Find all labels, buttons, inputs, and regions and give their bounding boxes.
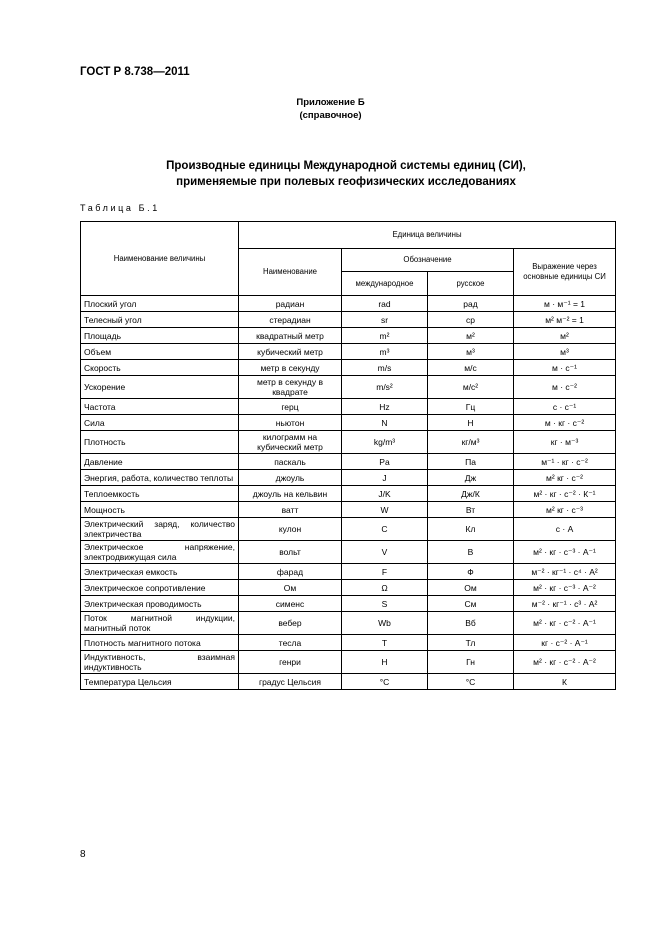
cell-russian: м/с² [428,376,514,399]
cell-unit-name: вебер [239,612,342,635]
header-international: международное [342,272,428,296]
cell-russian: ср [428,312,514,328]
cell-base-expression: м² · кг · с⁻² · К⁻¹ [514,486,616,502]
cell-international: J [342,470,428,486]
standard-code: ГОСТ Р 8.738—2011 [80,66,190,78]
header-unit-group: Единица величины [239,222,616,249]
table-row [81,431,616,454]
table-row [81,502,616,518]
cell-unit-name: килограмм на кубический метр [239,431,342,454]
cell-quantity: Теплоемкость [81,486,239,502]
cell-russian: Ф [428,564,514,580]
cell-unit-name: Ом [239,580,342,596]
cell-russian: См [428,596,514,612]
table-row [81,564,616,580]
cell-base-expression: м⁻² · кг⁻¹ · с³ · А² [514,596,616,612]
table-row [81,312,616,328]
table-row [81,518,616,541]
cell-russian: кг/м³ [428,431,514,454]
cell-russian: Тл [428,635,514,651]
appendix-status: (справочное) [299,110,362,121]
header-unit-name: Наименование [239,249,342,296]
cell-international: N [342,415,428,431]
cell-russian: Гн [428,651,514,674]
cell-international: sr [342,312,428,328]
cell-base-expression: с · с⁻¹ [514,399,616,415]
table-row [81,399,616,415]
cell-quantity: Электрическая емкость [81,564,239,580]
cell-russian: Дж/К [428,486,514,502]
title-line-2: применяемые при полевых геофизических исследованиях [176,176,516,188]
cell-quantity: Сила [81,415,239,431]
header-designation: Обозначение [342,249,514,272]
cell-russian: Па [428,454,514,470]
cell-quantity: Плотность [81,431,239,454]
cell-quantity: Поток магнитной индукции, магнитный поток [81,612,239,635]
cell-international: C [342,518,428,541]
cell-quantity: Температура Цельсия [81,674,239,690]
cell-base-expression: м⁻² · кг⁻¹ · с⁴ · А² [514,564,616,580]
cell-base-expression: м² · кг · с⁻³ · А⁻¹ [514,541,616,564]
cell-international: S [342,596,428,612]
cell-unit-name: джоуль на кельвин [239,486,342,502]
table-row [81,296,616,312]
cell-international: W [342,502,428,518]
cell-international: Wb [342,612,428,635]
table-row [81,596,616,612]
table-row [81,674,616,690]
cell-russian: Дж [428,470,514,486]
cell-base-expression: м · м⁻¹ = 1 [514,296,616,312]
cell-quantity: Плотность магнитного потока [81,635,239,651]
table-body [81,296,616,690]
cell-base-expression: м² кг · с⁻² [514,470,616,486]
cell-russian: м² [428,328,514,344]
units-table [80,221,616,690]
cell-quantity: Площадь [81,328,239,344]
cell-quantity: Электрическая проводимость [81,596,239,612]
cell-base-expression: с · А [514,518,616,541]
cell-quantity: Электрическое сопротивление [81,580,239,596]
cell-base-expression: м · кг · с⁻² [514,415,616,431]
cell-base-expression: м² кг · с⁻³ [514,502,616,518]
cell-russian: Гц [428,399,514,415]
cell-international: m³ [342,344,428,360]
cell-russian: Ом [428,580,514,596]
cell-unit-name: ватт [239,502,342,518]
cell-unit-name: метр в секунду [239,360,342,376]
cell-russian: °С [428,674,514,690]
cell-russian: м/с [428,360,514,376]
cell-quantity: Плоский угол [81,296,239,312]
header-quantity: Наименование величины [81,222,239,296]
cell-base-expression: м² м⁻² = 1 [514,312,616,328]
cell-russian: Вт [428,502,514,518]
table-caption: Таблица Б.1 [80,203,160,213]
cell-quantity: Индуктивность, взаимная индуктивность [81,651,239,674]
cell-unit-name: стерадиан [239,312,342,328]
table-row [81,486,616,502]
cell-unit-name: фарад [239,564,342,580]
page-number: 8 [80,849,86,860]
cell-international: J/K [342,486,428,502]
header-russian: русское [428,272,514,296]
cell-russian: В [428,541,514,564]
header-base-expression: Выражение через основные единицы СИ [514,249,616,296]
cell-base-expression: кг · с⁻² · А⁻¹ [514,635,616,651]
cell-international: V [342,541,428,564]
table-row [81,612,616,635]
document-title [0,158,661,190]
cell-quantity: Электрическое напряжение, электродвижущая сила [81,541,239,564]
cell-base-expression: м² · кг · с⁻² · А⁻² [514,651,616,674]
cell-base-expression: м² · кг · с⁻² · А⁻¹ [514,612,616,635]
cell-quantity: Скорость [81,360,239,376]
table-row [81,344,616,360]
title-line-1: Производные единицы Международной системы единиц (СИ), [166,160,526,172]
cell-international: T [342,635,428,651]
table-row [81,635,616,651]
table-row [81,541,616,564]
cell-quantity: Телесный угол [81,312,239,328]
cell-base-expression: м² · кг · с⁻³ · А⁻² [514,580,616,596]
cell-base-expression: м · с⁻² [514,376,616,399]
appendix-heading [0,96,661,122]
appendix-label: Приложение Б [296,97,365,108]
cell-quantity: Электрический заряд, количество электричества [81,518,239,541]
cell-unit-name: сименс [239,596,342,612]
cell-unit-name: квадратный метр [239,328,342,344]
cell-international: H [342,651,428,674]
cell-unit-name: тесла [239,635,342,651]
table-row [81,376,616,399]
cell-base-expression: кг · м⁻³ [514,431,616,454]
cell-unit-name: радиан [239,296,342,312]
cell-unit-name: генри [239,651,342,674]
cell-international: °C [342,674,428,690]
cell-base-expression: м · с⁻¹ [514,360,616,376]
cell-quantity: Энергия, работа, количество теплоты [81,470,239,486]
table-row [81,360,616,376]
cell-international: rad [342,296,428,312]
cell-international: kg/m³ [342,431,428,454]
cell-base-expression: м³ [514,344,616,360]
cell-quantity: Объем [81,344,239,360]
table-row [81,470,616,486]
cell-international: m² [342,328,428,344]
cell-international: F [342,564,428,580]
table-row [81,415,616,431]
cell-base-expression: м² [514,328,616,344]
cell-international: m/s² [342,376,428,399]
cell-unit-name: вольт [239,541,342,564]
cell-unit-name: метр в секунду в квадрате [239,376,342,399]
cell-quantity: Мощность [81,502,239,518]
cell-international: m/s [342,360,428,376]
cell-unit-name: герц [239,399,342,415]
cell-unit-name: кулон [239,518,342,541]
table-row [81,454,616,470]
cell-russian: м³ [428,344,514,360]
cell-unit-name: ньютон [239,415,342,431]
cell-unit-name: градус Цельсия [239,674,342,690]
table-row [81,580,616,596]
cell-base-expression: м⁻¹ · кг · с⁻² [514,454,616,470]
cell-russian: Вб [428,612,514,635]
cell-unit-name: паскаль [239,454,342,470]
cell-unit-name: кубический метр [239,344,342,360]
table-row [81,328,616,344]
cell-international: Hz [342,399,428,415]
cell-russian: рад [428,296,514,312]
cell-international: Pa [342,454,428,470]
cell-unit-name: джоуль [239,470,342,486]
cell-base-expression: К [514,674,616,690]
table-row [81,651,616,674]
cell-quantity: Давление [81,454,239,470]
cell-russian: Н [428,415,514,431]
cell-russian: Кл [428,518,514,541]
cell-international: Ω [342,580,428,596]
cell-quantity: Ускорение [81,376,239,399]
cell-quantity: Частота [81,399,239,415]
